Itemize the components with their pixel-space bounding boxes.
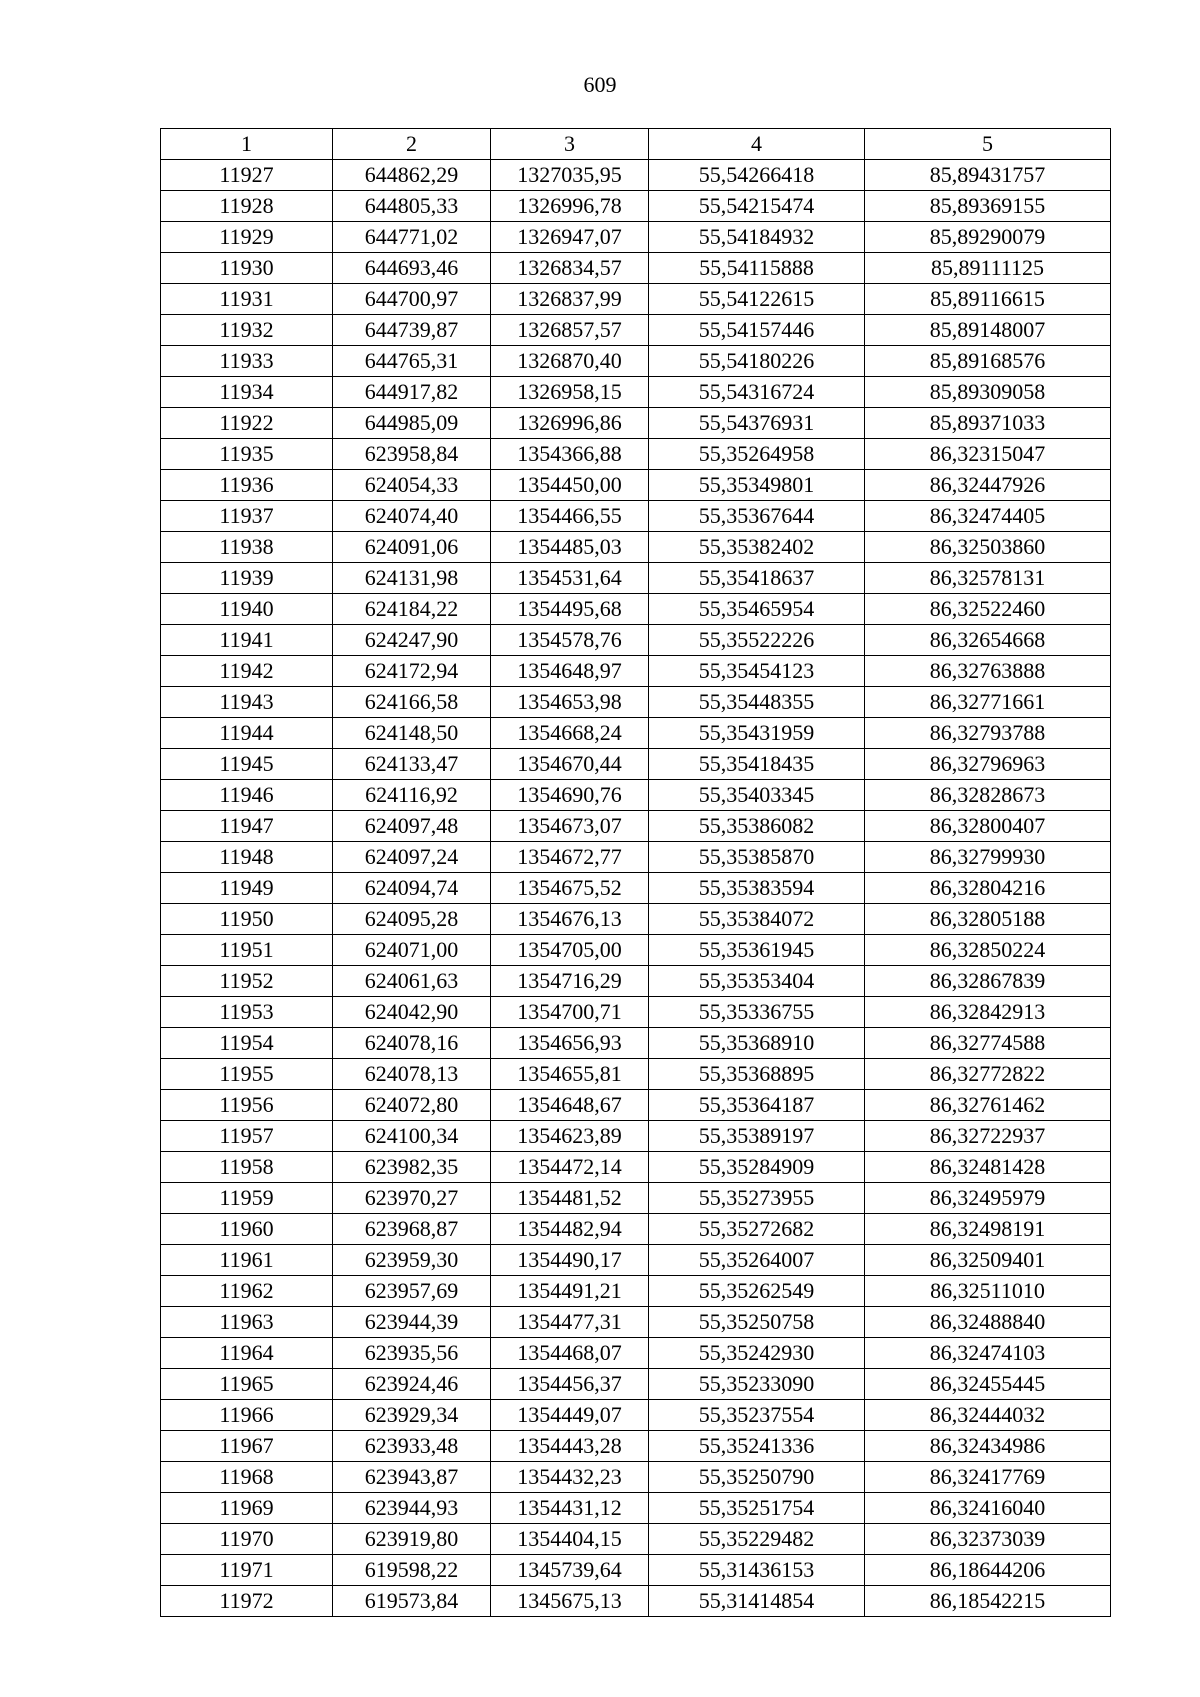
table-cell: 1326837,99 bbox=[491, 284, 649, 315]
table-cell: 1354481,52 bbox=[491, 1183, 649, 1214]
table-cell: 1354653,98 bbox=[491, 687, 649, 718]
table-cell: 623944,93 bbox=[333, 1493, 491, 1524]
table-cell: 11953 bbox=[161, 997, 333, 1028]
table-cell: 11947 bbox=[161, 811, 333, 842]
table-cell: 86,32867839 bbox=[865, 966, 1111, 997]
table-cell: 55,54115888 bbox=[649, 253, 865, 284]
table-row bbox=[161, 1090, 1111, 1121]
table-cell: 86,32481428 bbox=[865, 1152, 1111, 1183]
column-header: 2 bbox=[333, 129, 491, 160]
table-cell: 1354648,97 bbox=[491, 656, 649, 687]
table-cell: 86,32522460 bbox=[865, 594, 1111, 625]
table-row bbox=[161, 1400, 1111, 1431]
table-cell: 55,35264007 bbox=[649, 1245, 865, 1276]
table-cell: 85,89168576 bbox=[865, 346, 1111, 377]
table-cell: 1354668,24 bbox=[491, 718, 649, 749]
table-row bbox=[161, 1462, 1111, 1493]
table-cell: 55,35368895 bbox=[649, 1059, 865, 1090]
table-cell: 1354716,29 bbox=[491, 966, 649, 997]
table-cell: 55,35349801 bbox=[649, 470, 865, 501]
table-cell: 86,32498191 bbox=[865, 1214, 1111, 1245]
table-cell: 55,54184932 bbox=[649, 222, 865, 253]
table-cell: 55,35389197 bbox=[649, 1121, 865, 1152]
table-cell: 623970,27 bbox=[333, 1183, 491, 1214]
table-row bbox=[161, 408, 1111, 439]
table-cell: 1354531,64 bbox=[491, 563, 649, 594]
table-cell: 624148,50 bbox=[333, 718, 491, 749]
table-cell: 1354495,68 bbox=[491, 594, 649, 625]
table-cell: 11955 bbox=[161, 1059, 333, 1090]
table-cell: 1354443,28 bbox=[491, 1431, 649, 1462]
table-row bbox=[161, 1028, 1111, 1059]
table-cell: 55,31436153 bbox=[649, 1555, 865, 1586]
table-cell: 624078,13 bbox=[333, 1059, 491, 1090]
table-cell: 623958,84 bbox=[333, 439, 491, 470]
table-cell: 55,35383594 bbox=[649, 873, 865, 904]
table-cell: 86,32416040 bbox=[865, 1493, 1111, 1524]
table-cell: 55,54157446 bbox=[649, 315, 865, 346]
table-row bbox=[161, 1524, 1111, 1555]
table-cell: 623924,46 bbox=[333, 1369, 491, 1400]
table-row bbox=[161, 532, 1111, 563]
table-cell: 11946 bbox=[161, 780, 333, 811]
table-row bbox=[161, 1586, 1111, 1617]
table-cell: 1354466,55 bbox=[491, 501, 649, 532]
table-cell: 1326996,86 bbox=[491, 408, 649, 439]
table-cell: 55,35367644 bbox=[649, 501, 865, 532]
table-row bbox=[161, 749, 1111, 780]
table-cell: 624131,98 bbox=[333, 563, 491, 594]
table-cell: 1326834,57 bbox=[491, 253, 649, 284]
table-cell: 85,89111125 bbox=[865, 253, 1111, 284]
table-cell: 11971 bbox=[161, 1555, 333, 1586]
table-cell: 55,35448355 bbox=[649, 687, 865, 718]
table-cell: 55,35262549 bbox=[649, 1276, 865, 1307]
table-cell: 624247,90 bbox=[333, 625, 491, 656]
table-cell: 55,35403345 bbox=[649, 780, 865, 811]
table-cell: 1354366,88 bbox=[491, 439, 649, 470]
table-cell: 624078,16 bbox=[333, 1028, 491, 1059]
table-cell: 623929,34 bbox=[333, 1400, 491, 1431]
table-cell: 86,32474405 bbox=[865, 501, 1111, 532]
table-cell: 55,54215474 bbox=[649, 191, 865, 222]
table-cell: 624172,94 bbox=[333, 656, 491, 687]
table-cell: 55,35522226 bbox=[649, 625, 865, 656]
table-cell: 11965 bbox=[161, 1369, 333, 1400]
table-row bbox=[161, 1245, 1111, 1276]
table-cell: 1354656,93 bbox=[491, 1028, 649, 1059]
table-row bbox=[161, 1276, 1111, 1307]
table-cell: 86,32800407 bbox=[865, 811, 1111, 842]
table-cell: 55,54122615 bbox=[649, 284, 865, 315]
table-row bbox=[161, 346, 1111, 377]
table-cell: 1354477,31 bbox=[491, 1307, 649, 1338]
table-cell: 644805,33 bbox=[333, 191, 491, 222]
table-cell: 86,32455445 bbox=[865, 1369, 1111, 1400]
table-row bbox=[161, 873, 1111, 904]
table-row bbox=[161, 377, 1111, 408]
table-cell: 1354490,17 bbox=[491, 1245, 649, 1276]
table-row bbox=[161, 1493, 1111, 1524]
table-cell: 11958 bbox=[161, 1152, 333, 1183]
table-cell: 55,35382402 bbox=[649, 532, 865, 563]
table-cell: 1354705,00 bbox=[491, 935, 649, 966]
table-cell: 55,35465954 bbox=[649, 594, 865, 625]
table-cell: 11951 bbox=[161, 935, 333, 966]
table-cell: 55,35250790 bbox=[649, 1462, 865, 1493]
table-cell: 624095,28 bbox=[333, 904, 491, 935]
table-row bbox=[161, 904, 1111, 935]
table-cell: 11934 bbox=[161, 377, 333, 408]
table-cell: 11931 bbox=[161, 284, 333, 315]
table-cell: 11937 bbox=[161, 501, 333, 532]
table-cell: 86,32772822 bbox=[865, 1059, 1111, 1090]
table-cell: 619573,84 bbox=[333, 1586, 491, 1617]
table-cell: 624166,58 bbox=[333, 687, 491, 718]
table-cell: 11945 bbox=[161, 749, 333, 780]
table-row bbox=[161, 780, 1111, 811]
table-cell: 55,54316724 bbox=[649, 377, 865, 408]
table-row bbox=[161, 439, 1111, 470]
table-cell: 1354468,07 bbox=[491, 1338, 649, 1369]
table-cell: 11960 bbox=[161, 1214, 333, 1245]
table-row bbox=[161, 1307, 1111, 1338]
table-cell: 86,32805188 bbox=[865, 904, 1111, 935]
table-cell: 11938 bbox=[161, 532, 333, 563]
table-cell: 624094,74 bbox=[333, 873, 491, 904]
table-cell: 624072,80 bbox=[333, 1090, 491, 1121]
table-cell: 55,35418637 bbox=[649, 563, 865, 594]
table-cell: 1354655,81 bbox=[491, 1059, 649, 1090]
table-cell: 55,54376931 bbox=[649, 408, 865, 439]
table-cell: 1354700,71 bbox=[491, 997, 649, 1028]
table-row bbox=[161, 1183, 1111, 1214]
table-cell: 55,35251754 bbox=[649, 1493, 865, 1524]
table-cell: 623943,87 bbox=[333, 1462, 491, 1493]
table-cell: 85,89116615 bbox=[865, 284, 1111, 315]
table-cell: 644862,29 bbox=[333, 160, 491, 191]
table-cell: 85,89148007 bbox=[865, 315, 1111, 346]
table-cell: 11939 bbox=[161, 563, 333, 594]
table-row bbox=[161, 1152, 1111, 1183]
table-cell: 55,35386082 bbox=[649, 811, 865, 842]
table-row bbox=[161, 315, 1111, 346]
table-cell: 624133,47 bbox=[333, 749, 491, 780]
table-cell: 86,32578131 bbox=[865, 563, 1111, 594]
table-row bbox=[161, 811, 1111, 842]
table-cell: 11929 bbox=[161, 222, 333, 253]
table-cell: 55,35273955 bbox=[649, 1183, 865, 1214]
table-row bbox=[161, 1555, 1111, 1586]
table-cell: 86,32434986 bbox=[865, 1431, 1111, 1462]
table-row bbox=[161, 935, 1111, 966]
table-cell: 11961 bbox=[161, 1245, 333, 1276]
table-cell: 1354673,07 bbox=[491, 811, 649, 842]
table-cell: 11968 bbox=[161, 1462, 333, 1493]
table-row bbox=[161, 222, 1111, 253]
table-cell: 11948 bbox=[161, 842, 333, 873]
table-cell: 86,32842913 bbox=[865, 997, 1111, 1028]
table-row bbox=[161, 501, 1111, 532]
table-cell: 11949 bbox=[161, 873, 333, 904]
table-cell: 1354675,52 bbox=[491, 873, 649, 904]
table-cell: 86,18542215 bbox=[865, 1586, 1111, 1617]
table-body bbox=[161, 160, 1111, 1617]
table-cell: 55,35272682 bbox=[649, 1214, 865, 1245]
table-cell: 55,35242930 bbox=[649, 1338, 865, 1369]
table-cell: 1326870,40 bbox=[491, 346, 649, 377]
table-cell: 11966 bbox=[161, 1400, 333, 1431]
table-cell: 86,32511010 bbox=[865, 1276, 1111, 1307]
table-cell: 644700,97 bbox=[333, 284, 491, 315]
table-cell: 11928 bbox=[161, 191, 333, 222]
table-cell: 11954 bbox=[161, 1028, 333, 1059]
table-cell: 11941 bbox=[161, 625, 333, 656]
table-cell: 624091,06 bbox=[333, 532, 491, 563]
table-cell: 11940 bbox=[161, 594, 333, 625]
table-cell: 55,35264958 bbox=[649, 439, 865, 470]
table-cell: 55,35237554 bbox=[649, 1400, 865, 1431]
table-cell: 86,32774588 bbox=[865, 1028, 1111, 1059]
table-row bbox=[161, 997, 1111, 1028]
table-cell: 86,32771661 bbox=[865, 687, 1111, 718]
table-row bbox=[161, 594, 1111, 625]
table-cell: 86,32417769 bbox=[865, 1462, 1111, 1493]
table-cell: 86,32474103 bbox=[865, 1338, 1111, 1369]
table-cell: 11943 bbox=[161, 687, 333, 718]
table-cell: 623982,35 bbox=[333, 1152, 491, 1183]
table-cell: 1354482,94 bbox=[491, 1214, 649, 1245]
table-cell: 55,35229482 bbox=[649, 1524, 865, 1555]
table-cell: 1354456,37 bbox=[491, 1369, 649, 1400]
table-cell: 86,32763888 bbox=[865, 656, 1111, 687]
table-cell: 11972 bbox=[161, 1586, 333, 1617]
table-cell: 55,35241336 bbox=[649, 1431, 865, 1462]
table-cell: 623957,69 bbox=[333, 1276, 491, 1307]
table-row bbox=[161, 284, 1111, 315]
table-cell: 86,32796963 bbox=[865, 749, 1111, 780]
table-cell: 11942 bbox=[161, 656, 333, 687]
table-cell: 55,35361945 bbox=[649, 935, 865, 966]
table-cell: 55,35336755 bbox=[649, 997, 865, 1028]
table-cell: 86,32509401 bbox=[865, 1245, 1111, 1276]
table-cell: 624061,63 bbox=[333, 966, 491, 997]
table-cell: 86,32447926 bbox=[865, 470, 1111, 501]
table-cell: 11963 bbox=[161, 1307, 333, 1338]
table-cell: 624097,24 bbox=[333, 842, 491, 873]
table-cell: 86,32799930 bbox=[865, 842, 1111, 873]
table-cell: 85,89371033 bbox=[865, 408, 1111, 439]
table-cell: 1354491,21 bbox=[491, 1276, 649, 1307]
table-cell: 624074,40 bbox=[333, 501, 491, 532]
table-cell: 11959 bbox=[161, 1183, 333, 1214]
table-cell: 86,32495979 bbox=[865, 1183, 1111, 1214]
table-cell: 1354623,89 bbox=[491, 1121, 649, 1152]
table-cell: 55,35385870 bbox=[649, 842, 865, 873]
table-row bbox=[161, 656, 1111, 687]
table-cell: 11950 bbox=[161, 904, 333, 935]
table-row bbox=[161, 253, 1111, 284]
table-cell: 55,35454123 bbox=[649, 656, 865, 687]
table-cell: 55,35364187 bbox=[649, 1090, 865, 1121]
table-cell: 86,32828673 bbox=[865, 780, 1111, 811]
table-cell: 1354432,23 bbox=[491, 1462, 649, 1493]
table-cell: 1326947,07 bbox=[491, 222, 649, 253]
table-cell: 11957 bbox=[161, 1121, 333, 1152]
table-cell: 85,89309058 bbox=[865, 377, 1111, 408]
table-cell: 11956 bbox=[161, 1090, 333, 1121]
table-cell: 619598,22 bbox=[333, 1555, 491, 1586]
table-cell: 624097,48 bbox=[333, 811, 491, 842]
table-cell: 624116,92 bbox=[333, 780, 491, 811]
table-row bbox=[161, 842, 1111, 873]
column-header: 5 bbox=[865, 129, 1111, 160]
table-row bbox=[161, 718, 1111, 749]
table-cell: 86,32761462 bbox=[865, 1090, 1111, 1121]
table-cell: 11967 bbox=[161, 1431, 333, 1462]
table-cell: 644739,87 bbox=[333, 315, 491, 346]
table-cell: 55,54266418 bbox=[649, 160, 865, 191]
table-cell: 11936 bbox=[161, 470, 333, 501]
table-cell: 623933,48 bbox=[333, 1431, 491, 1462]
table-cell: 624071,00 bbox=[333, 935, 491, 966]
table-cell: 11933 bbox=[161, 346, 333, 377]
table-cell: 1327035,95 bbox=[491, 160, 649, 191]
table-cell: 1326857,57 bbox=[491, 315, 649, 346]
table-cell: 86,32503860 bbox=[865, 532, 1111, 563]
table-cell: 1354690,76 bbox=[491, 780, 649, 811]
table-cell: 1354485,03 bbox=[491, 532, 649, 563]
table-row bbox=[161, 625, 1111, 656]
table-row bbox=[161, 1369, 1111, 1400]
table-cell: 55,54180226 bbox=[649, 346, 865, 377]
table-row bbox=[161, 563, 1111, 594]
table-cell: 623944,39 bbox=[333, 1307, 491, 1338]
table-row bbox=[161, 470, 1111, 501]
table-cell: 1354449,07 bbox=[491, 1400, 649, 1431]
coordinates-table bbox=[160, 128, 1111, 1617]
table-cell: 11969 bbox=[161, 1493, 333, 1524]
table-cell: 55,35233090 bbox=[649, 1369, 865, 1400]
table-cell: 623959,30 bbox=[333, 1245, 491, 1276]
table-cell: 1354431,12 bbox=[491, 1493, 649, 1524]
table-cell: 86,32373039 bbox=[865, 1524, 1111, 1555]
table-cell: 86,32722937 bbox=[865, 1121, 1111, 1152]
table-cell: 11964 bbox=[161, 1338, 333, 1369]
table-row bbox=[161, 1338, 1111, 1369]
table-cell: 623919,80 bbox=[333, 1524, 491, 1555]
table-cell: 55,35353404 bbox=[649, 966, 865, 997]
table-cell: 1354676,13 bbox=[491, 904, 649, 935]
table-cell: 86,32654668 bbox=[865, 625, 1111, 656]
table-cell: 623935,56 bbox=[333, 1338, 491, 1369]
table-cell: 85,89369155 bbox=[865, 191, 1111, 222]
table-cell: 86,32804216 bbox=[865, 873, 1111, 904]
page-number: 609 bbox=[583, 72, 617, 97]
table-cell: 623968,87 bbox=[333, 1214, 491, 1245]
table-cell: 11944 bbox=[161, 718, 333, 749]
table-cell: 1354648,67 bbox=[491, 1090, 649, 1121]
column-header: 4 bbox=[649, 129, 865, 160]
table-cell: 11927 bbox=[161, 160, 333, 191]
table-row bbox=[161, 1431, 1111, 1462]
table-cell: 55,35368910 bbox=[649, 1028, 865, 1059]
table-cell: 86,32488840 bbox=[865, 1307, 1111, 1338]
table-cell: 1354578,76 bbox=[491, 625, 649, 656]
table-cell: 86,18644206 bbox=[865, 1555, 1111, 1586]
table-cell: 644765,31 bbox=[333, 346, 491, 377]
table-cell: 11935 bbox=[161, 439, 333, 470]
table-cell: 11932 bbox=[161, 315, 333, 346]
table-cell: 11962 bbox=[161, 1276, 333, 1307]
table-cell: 86,32850224 bbox=[865, 935, 1111, 966]
table-header-row bbox=[161, 129, 1111, 160]
table-row bbox=[161, 966, 1111, 997]
table-cell: 644985,09 bbox=[333, 408, 491, 439]
table-cell: 1354404,15 bbox=[491, 1524, 649, 1555]
table-cell: 85,89431757 bbox=[865, 160, 1111, 191]
table-row bbox=[161, 1059, 1111, 1090]
table-row bbox=[161, 1214, 1111, 1245]
table-cell: 11970 bbox=[161, 1524, 333, 1555]
table-row bbox=[161, 687, 1111, 718]
table-cell: 624042,90 bbox=[333, 997, 491, 1028]
column-header: 1 bbox=[161, 129, 333, 160]
table-cell: 644917,82 bbox=[333, 377, 491, 408]
table-cell: 11922 bbox=[161, 408, 333, 439]
table-cell: 1345739,64 bbox=[491, 1555, 649, 1586]
table-row bbox=[161, 160, 1111, 191]
table-cell: 1326958,15 bbox=[491, 377, 649, 408]
table-cell: 1354670,44 bbox=[491, 749, 649, 780]
table-cell: 55,35284909 bbox=[649, 1152, 865, 1183]
table-cell: 624054,33 bbox=[333, 470, 491, 501]
table-cell: 1354472,14 bbox=[491, 1152, 649, 1183]
table-cell: 1345675,13 bbox=[491, 1586, 649, 1617]
table-cell: 55,35418435 bbox=[649, 749, 865, 780]
table-cell: 55,35431959 bbox=[649, 718, 865, 749]
table-cell: 624100,34 bbox=[333, 1121, 491, 1152]
table-cell: 624184,22 bbox=[333, 594, 491, 625]
table-cell: 644693,46 bbox=[333, 253, 491, 284]
table-cell: 86,32793788 bbox=[865, 718, 1111, 749]
table-cell: 55,35384072 bbox=[649, 904, 865, 935]
column-header: 3 bbox=[491, 129, 649, 160]
table-row bbox=[161, 191, 1111, 222]
table-cell: 86,32444032 bbox=[865, 1400, 1111, 1431]
table-row bbox=[161, 1121, 1111, 1152]
table-cell: 1326996,78 bbox=[491, 191, 649, 222]
table-cell: 644771,02 bbox=[333, 222, 491, 253]
table-cell: 1354672,77 bbox=[491, 842, 649, 873]
table-cell: 86,32315047 bbox=[865, 439, 1111, 470]
table-cell: 11930 bbox=[161, 253, 333, 284]
table-cell: 1354450,00 bbox=[491, 470, 649, 501]
table-cell: 55,35250758 bbox=[649, 1307, 865, 1338]
table-cell: 55,31414854 bbox=[649, 1586, 865, 1617]
table-cell: 85,89290079 bbox=[865, 222, 1111, 253]
table-cell: 11952 bbox=[161, 966, 333, 997]
